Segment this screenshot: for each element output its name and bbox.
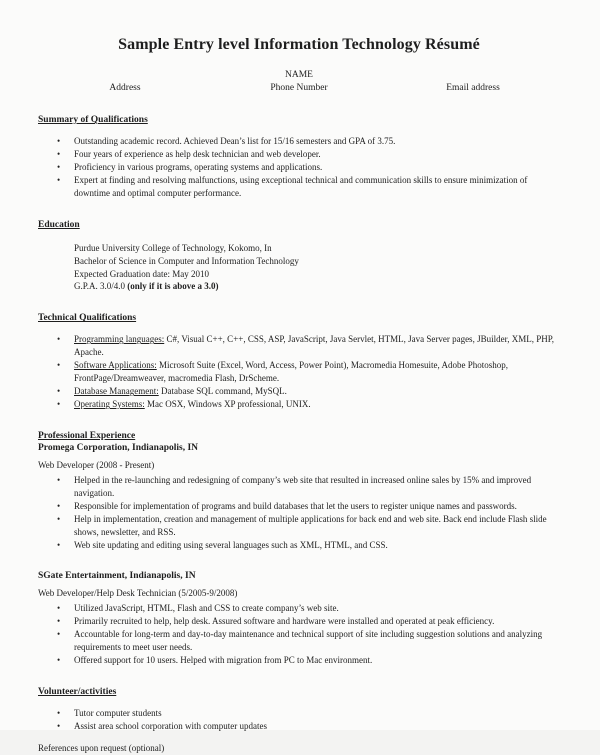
references-note: References upon request (optional): [38, 743, 165, 754]
bullet-item: • Expert at finding and resolving malfunctions, using exceptional technical and communication skills to ensure minimization of downtime and optimal computer performance.: [38, 174, 560, 200]
skill-category-label: Operating Systems:: [74, 399, 145, 410]
bullet-item: • Responsible for implementation of programs and build databases that let the users to register unique names and passwords.: [38, 500, 560, 513]
bullet-item: • Outstanding academic record. Achieved Dean’s list for 15/16 semesters and GPA of 3.75.: [38, 135, 560, 148]
bullet-item: [38, 398, 560, 411]
volunteer-heading: Volunteer/activities: [38, 687, 117, 698]
job-bullet-list: [38, 474, 560, 552]
education-line: Expected Graduation date: May 2010: [74, 268, 209, 279]
job-entry: [38, 442, 560, 552]
bullet-item: • Offered support for 10 users. Helped with migration from PC to Mac environment.: [38, 654, 560, 667]
education-details: [74, 242, 560, 293]
bullet-item: • Accountable for long-term and day-to-day maintenance and technical support of site including suggestion solutions and analyzing requirements to meet user needs.: [38, 628, 560, 654]
skill-category-label: Database Management:: [74, 386, 159, 397]
company-name: SGate Entertainment, Indianapolis, IN: [38, 571, 196, 582]
contact-email: Email address: [446, 83, 500, 93]
skill-category-label: Programming languages:: [74, 334, 165, 345]
contact-row: [38, 82, 560, 95]
page-title: Sample Entry level Information Technology Résumé: [118, 36, 480, 53]
gpa-value: G.P.A. 3.0/4.0: [74, 281, 128, 292]
technical-heading: Technical Qualifications: [38, 313, 137, 324]
contact-address: Address: [109, 83, 141, 93]
section-technical: [38, 312, 560, 411]
contact-block: [38, 69, 560, 95]
job-bullet-list: [38, 602, 560, 667]
skill-list: C#, Visual C++, C++, CSS, ASP, JavaScript, Java Servlet, HTML, Java Server pages, JBuilder, XML, PHP, Apache.: [74, 334, 554, 358]
gpa-note: (only if it is above a 3.0): [127, 281, 219, 292]
bullet-item: • Web site updating and editing using several languages such as XML, HTML, and CSS.: [38, 539, 560, 552]
bullet-item: • Proficiency in various programs, operating systems and applications.: [38, 161, 560, 174]
summary-heading: Summary of Qualifications: [38, 115, 148, 125]
contact-phone: Phone Number: [270, 83, 328, 93]
section-volunteer: [38, 686, 560, 733]
bullet-item: [38, 385, 560, 398]
skill-category-label: Software Applications:: [74, 360, 157, 371]
bullet-item: • Tutor computer students: [38, 707, 560, 720]
bullet-item: • Primarily recruited to help, help desk. Assured software and hardware were installed and operated at peak efficiency.: [38, 615, 560, 628]
bullet-item: • Four years of experience as help desk technician and web developer.: [38, 148, 560, 161]
summary-bullet-list: [38, 135, 560, 200]
skill-list: Mac OSX, Windows XP professional, UNIX.: [144, 399, 311, 410]
job-role: Web Developer (2008 - Present): [38, 460, 155, 471]
bullet-item: [38, 333, 560, 359]
education-heading: Education: [38, 220, 80, 230]
education-line: Purdue University College of Technology, Kokomo, In: [74, 243, 272, 253]
contact-name: NAME: [285, 70, 313, 80]
volunteer-bullet-list: [38, 707, 560, 733]
bullet-item: • Helped in the re-launching and redesigning of company’s web site that resulted in increased online sales by 15% and improved navigation.: [38, 474, 560, 500]
bullet-item: [38, 359, 560, 385]
bullet-item: • Utilized JavaScript, HTML, Flash and CSS to create company’s web site.: [38, 602, 560, 615]
section-summary: [38, 114, 560, 200]
skill-list: Database SQL command, MySQL.: [158, 386, 287, 397]
bullet-item: • Help in implementation, creation and management of multiple applications for back end and web site. Back end include Flash slide shows, newsletter, and RSS.: [38, 513, 560, 539]
education-line: Bachelor of Science in Computer and Information Technology: [74, 255, 299, 266]
company-name: Promega Corporation, Indianapolis, IN: [38, 443, 199, 454]
job-entry: [38, 570, 560, 667]
bullet-item: • Assist area school corporation with computer updates: [38, 720, 560, 733]
job-role: Web Developer/Help Desk Technician (5/2005-9/2008): [38, 588, 238, 599]
technical-bullet-list: [38, 333, 560, 411]
education-gpa-line: [74, 280, 560, 293]
section-experience: [38, 430, 560, 667]
experience-heading: Professional Experience: [38, 431, 136, 442]
skill-list: Microsoft Suite (Excel, Word, Access, Power Point), Macromedia Homesuite, Adobe Photoshop, FrontPage/Dreamweaver, macromedia Flash, DrScheme.: [74, 360, 509, 384]
section-education: [38, 219, 560, 293]
